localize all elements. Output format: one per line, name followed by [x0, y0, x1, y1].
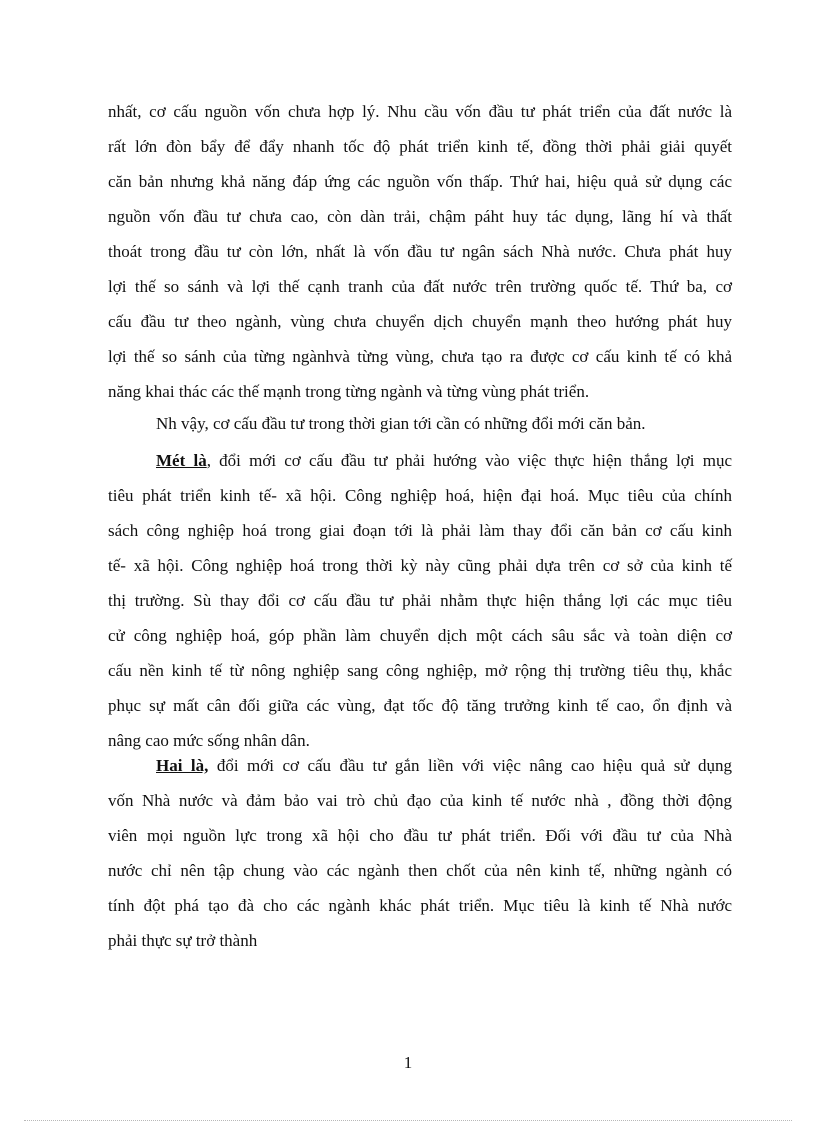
text-line: cử công nghiệp hoá, góp phần làm chuyển dịch một cách sâu sắc và toàn diện cơ — [108, 626, 732, 645]
text-line: Nh vậy, cơ cấu đầu tư trong thời gian tới cần có những đổi mới căn bản. — [156, 414, 646, 433]
text-line: nguồn vốn đầu tư chưa cao, còn dàn trải, chậm páht huy tác dụng, lãng hí và thất — [108, 207, 732, 226]
text-line: nước chỉ nên tập chung vào các ngành then chốt của nên kinh tế, những ngành có — [108, 861, 732, 880]
text-line: vốn Nhà nước và đảm bảo vai trò chủ đạo của kinh tế nước nhà , đồng thời động — [108, 791, 732, 810]
text-line: nâng cao mức sống nhân dân. — [108, 731, 310, 750]
text-line: năng khai thác các thế mạnh trong từng ngành và từng vùng phát triển. — [108, 382, 590, 401]
text-line: tính đột phá tạo đà cho các ngành khác phát triển. Mục tiêu là kinh tế Nhà nước — [108, 896, 732, 915]
text-line: thoát trong đầu tư còn lớn, nhất là vốn đầu tư ngân sách Nhà nước. Chưa phát huy — [108, 242, 732, 261]
text-line: phục sự mất cân đối giữa các vùng, đạt tốc độ tăng trưởng kinh tế cao, ổn định và — [108, 696, 732, 715]
paragraph-lead: Hai là, — [156, 756, 209, 775]
text-line: thị trường. Sù thay đổi cơ cấu đầu tư phải nhằm thực hiện thắng lợi các mục tiêu — [108, 591, 732, 610]
text-line: lợi thế so sánh của từng ngànhvà từng vùng, chưa tạo ra được cơ cấu kinh tế có khả — [108, 347, 732, 366]
text-line: tiêu phát triển kinh tế- xã hội. Công nghiệp hoá, hiện đại hoá. Mục tiêu của chính — [108, 486, 732, 505]
text-span: , đổi mới cơ cấu đầu tư phải hướng vào việc thực hiện thắng lợi mục — [206, 451, 732, 470]
text-line: rất lớn đòn bẩy để đẩy nhanh tốc độ phát triển kinh tế, đồng thời phải giải quyết — [108, 137, 732, 156]
paragraph-first-line — [156, 450, 732, 472]
text-line: căn bản nhưng khả năng đáp ứng các nguồn vốn thấp. Thứ hai, hiệu quả sử dụng các — [108, 172, 732, 191]
text-line: viên mọi nguồn lực trong xã hội cho đầu tư phát triển. Đối với đầu tư của Nhà — [108, 826, 732, 845]
text-line: phải thực sự trở thành — [108, 931, 258, 950]
text-line: sách công nghiệp hoá trong giai đoạn tới là phải làm thay đổi căn bản cơ cấu kinh — [108, 521, 732, 540]
text-line: nhất, cơ cấu nguồn vốn chưa hợp lý. Nhu cầu vốn đầu tư phát triển của đất nước là — [108, 102, 732, 121]
paragraph-first-line — [156, 755, 732, 777]
text-line: tế- xã hội. Công nghiệp hoá trong thời kỳ này cũng phải dựa trên cơ sở của kinh tế — [108, 556, 732, 575]
paragraph-lead: Mét là — [156, 451, 207, 470]
page-number: 1 — [403, 1053, 413, 1072]
text-span: đổi mới cơ cấu đầu tư gắn liền với việc nâng cao hiệu quả sử dụng — [208, 756, 732, 775]
text-line: lợi thế so sánh và lợi thế cạnh tranh của đất nước trên trường quốc tế. Thứ ba, cơ — [108, 277, 732, 296]
page-bottom-border — [24, 1120, 792, 1121]
text-line: cấu đầu tư theo ngành, vùng chưa chuyển dịch chuyển mạnh theo hướng phát huy — [108, 312, 732, 331]
text-line: cấu nền kinh tế từ nông nghiệp sang công nghiệp, mở rộng thị trường tiêu thụ, khắc — [108, 661, 732, 680]
